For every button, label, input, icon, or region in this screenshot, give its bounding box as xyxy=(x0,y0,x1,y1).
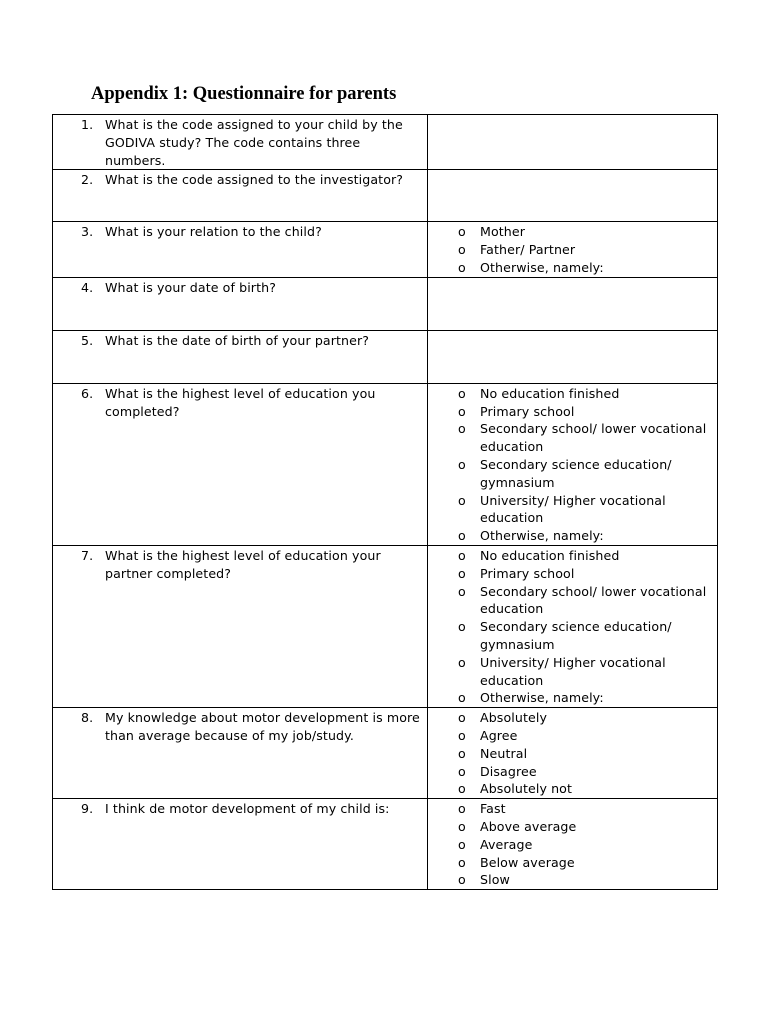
page-title: Appendix 1: Questionnaire for parents xyxy=(91,84,397,104)
option-label: Slow xyxy=(480,872,510,888)
options-list xyxy=(428,222,717,276)
answer-options-cell xyxy=(428,222,718,277)
answer-option[interactable] xyxy=(428,492,711,528)
circle-bullet-icon: o xyxy=(458,421,466,437)
option-label: Fast xyxy=(480,801,506,817)
option-label: Disagree xyxy=(480,763,537,779)
answer-option[interactable] xyxy=(428,618,711,654)
option-label: Agree xyxy=(480,727,518,743)
circle-bullet-icon: o xyxy=(458,403,466,419)
question-cell xyxy=(53,383,428,545)
question-number: 2. xyxy=(81,172,94,188)
question-row xyxy=(53,545,718,707)
answer-option[interactable] xyxy=(428,689,711,707)
circle-bullet-icon: o xyxy=(458,565,466,581)
option-label: Mother xyxy=(480,224,526,240)
option-label: Secondary school/ lower vocational education xyxy=(480,583,707,617)
options-list xyxy=(428,546,717,707)
question-text: My knowledge about motor development is more than average because of my job/study. xyxy=(105,710,420,743)
circle-bullet-icon: o xyxy=(458,619,466,635)
option-label: No education finished xyxy=(480,547,620,563)
answer-option[interactable] xyxy=(428,871,711,889)
option-label: No education finished xyxy=(480,385,620,401)
answer-option[interactable] xyxy=(428,385,711,403)
option-label: Below average xyxy=(480,854,575,870)
question-text: I think de motor development of my child is: xyxy=(105,801,390,817)
question-text: What is your date of birth? xyxy=(105,279,276,295)
answer-option[interactable] xyxy=(428,818,711,836)
circle-bullet-icon: o xyxy=(458,763,466,779)
question-row xyxy=(53,330,718,383)
answer-option[interactable] xyxy=(428,800,711,818)
question-text: What is the highest level of education you completed? xyxy=(105,385,376,419)
circle-bullet-icon: o xyxy=(458,242,466,258)
answer-option[interactable] xyxy=(428,745,711,763)
options-list xyxy=(428,799,717,889)
circle-bullet-icon: o xyxy=(458,456,466,472)
circle-bullet-icon: o xyxy=(458,745,466,761)
option-label: Average xyxy=(480,836,533,852)
answer-option[interactable] xyxy=(428,403,711,421)
answer-option[interactable] xyxy=(428,259,711,277)
circle-bullet-icon: o xyxy=(458,224,466,240)
question-cell xyxy=(53,545,428,707)
circle-bullet-icon: o xyxy=(458,385,466,401)
option-label: Otherwise, namely: xyxy=(480,259,604,275)
option-label: Secondary science education/ gymnasium xyxy=(480,456,672,490)
question-number: 3. xyxy=(81,224,94,240)
answer-option[interactable] xyxy=(428,456,711,492)
answer-options-cell xyxy=(428,799,718,890)
question-row xyxy=(53,799,718,890)
option-label: University/ Higher vocational education xyxy=(480,654,666,688)
circle-bullet-icon: o xyxy=(458,801,466,817)
answer-option[interactable] xyxy=(428,654,711,690)
option-label: Primary school xyxy=(480,403,575,419)
question-row xyxy=(53,277,718,330)
question-row xyxy=(53,708,718,799)
question-cell xyxy=(53,115,428,170)
circle-bullet-icon: o xyxy=(458,727,466,743)
question-text: What is the highest level of education your partner completed? xyxy=(105,547,381,581)
answer-option[interactable] xyxy=(428,241,711,259)
circle-bullet-icon: o xyxy=(458,492,466,508)
answer-option[interactable] xyxy=(428,583,711,619)
answer-option[interactable] xyxy=(428,527,711,545)
circle-bullet-icon: o xyxy=(458,781,466,797)
option-label: Secondary science education/ gymnasium xyxy=(480,619,672,652)
circle-bullet-icon: o xyxy=(458,690,466,706)
question-row xyxy=(53,115,718,170)
question-text: What is the date of birth of your partner? xyxy=(105,332,370,348)
question-row xyxy=(53,222,718,277)
option-label: Above average xyxy=(480,818,577,834)
question-text: What is your relation to the child? xyxy=(105,224,322,240)
answer-field[interactable] xyxy=(428,170,718,222)
circle-bullet-icon: o xyxy=(458,547,466,563)
circle-bullet-icon: o xyxy=(458,583,466,599)
circle-bullet-icon: o xyxy=(458,259,466,275)
options-list xyxy=(428,708,717,798)
answer-option[interactable] xyxy=(428,836,711,854)
question-number: 5. xyxy=(81,332,94,348)
answer-options-cell xyxy=(428,383,718,545)
option-label: Father/ Partner xyxy=(480,242,576,258)
question-number: 8. xyxy=(81,710,94,726)
answer-option[interactable] xyxy=(428,565,711,583)
answer-field[interactable] xyxy=(428,115,718,170)
question-cell xyxy=(53,708,428,799)
option-label: Otherwise, namely: xyxy=(480,528,604,544)
question-number: 7. xyxy=(81,547,94,563)
circle-bullet-icon: o xyxy=(458,654,466,670)
question-text: What is the code assigned to your child by the GODIVA study? The code contains three numbers. xyxy=(105,117,403,168)
answer-options-cell xyxy=(428,708,718,799)
answer-field[interactable] xyxy=(428,277,718,330)
answer-option[interactable] xyxy=(428,727,711,745)
question-number: 4. xyxy=(81,279,94,295)
circle-bullet-icon: o xyxy=(458,872,466,888)
question-row xyxy=(53,383,718,545)
options-list xyxy=(428,384,717,545)
answer-options-cell xyxy=(428,545,718,707)
question-number: 1. xyxy=(81,117,94,132)
question-row xyxy=(53,170,718,222)
question-cell xyxy=(53,170,428,222)
answer-option[interactable] xyxy=(428,780,711,798)
answer-option[interactable] xyxy=(428,763,711,781)
option-label: Neutral xyxy=(480,745,528,761)
answer-option[interactable] xyxy=(428,709,711,727)
option-label: Otherwise, namely: xyxy=(480,690,604,706)
circle-bullet-icon: o xyxy=(458,836,466,852)
question-number: 9. xyxy=(81,801,94,817)
circle-bullet-icon: o xyxy=(458,528,466,544)
question-number: 6. xyxy=(81,385,94,401)
circle-bullet-icon: o xyxy=(458,818,466,834)
questionnaire-table xyxy=(52,114,718,890)
circle-bullet-icon: o xyxy=(458,710,466,726)
answer-option[interactable] xyxy=(428,854,711,872)
question-cell xyxy=(53,330,428,383)
answer-field[interactable] xyxy=(428,330,718,383)
option-label: Absolutely not xyxy=(480,781,573,797)
answer-option[interactable] xyxy=(428,547,711,565)
option-label: University/ Higher vocational education xyxy=(480,492,666,526)
question-text: What is the code assigned to the investigator? xyxy=(105,172,404,188)
question-cell xyxy=(53,222,428,277)
question-cell xyxy=(53,277,428,330)
circle-bullet-icon: o xyxy=(458,854,466,870)
question-cell xyxy=(53,799,428,890)
option-label: Secondary school/ lower vocational education xyxy=(480,421,707,455)
option-label: Primary school xyxy=(480,565,575,581)
answer-option[interactable] xyxy=(428,420,711,456)
answer-option[interactable] xyxy=(428,223,711,241)
option-label: Absolutely xyxy=(480,710,547,726)
